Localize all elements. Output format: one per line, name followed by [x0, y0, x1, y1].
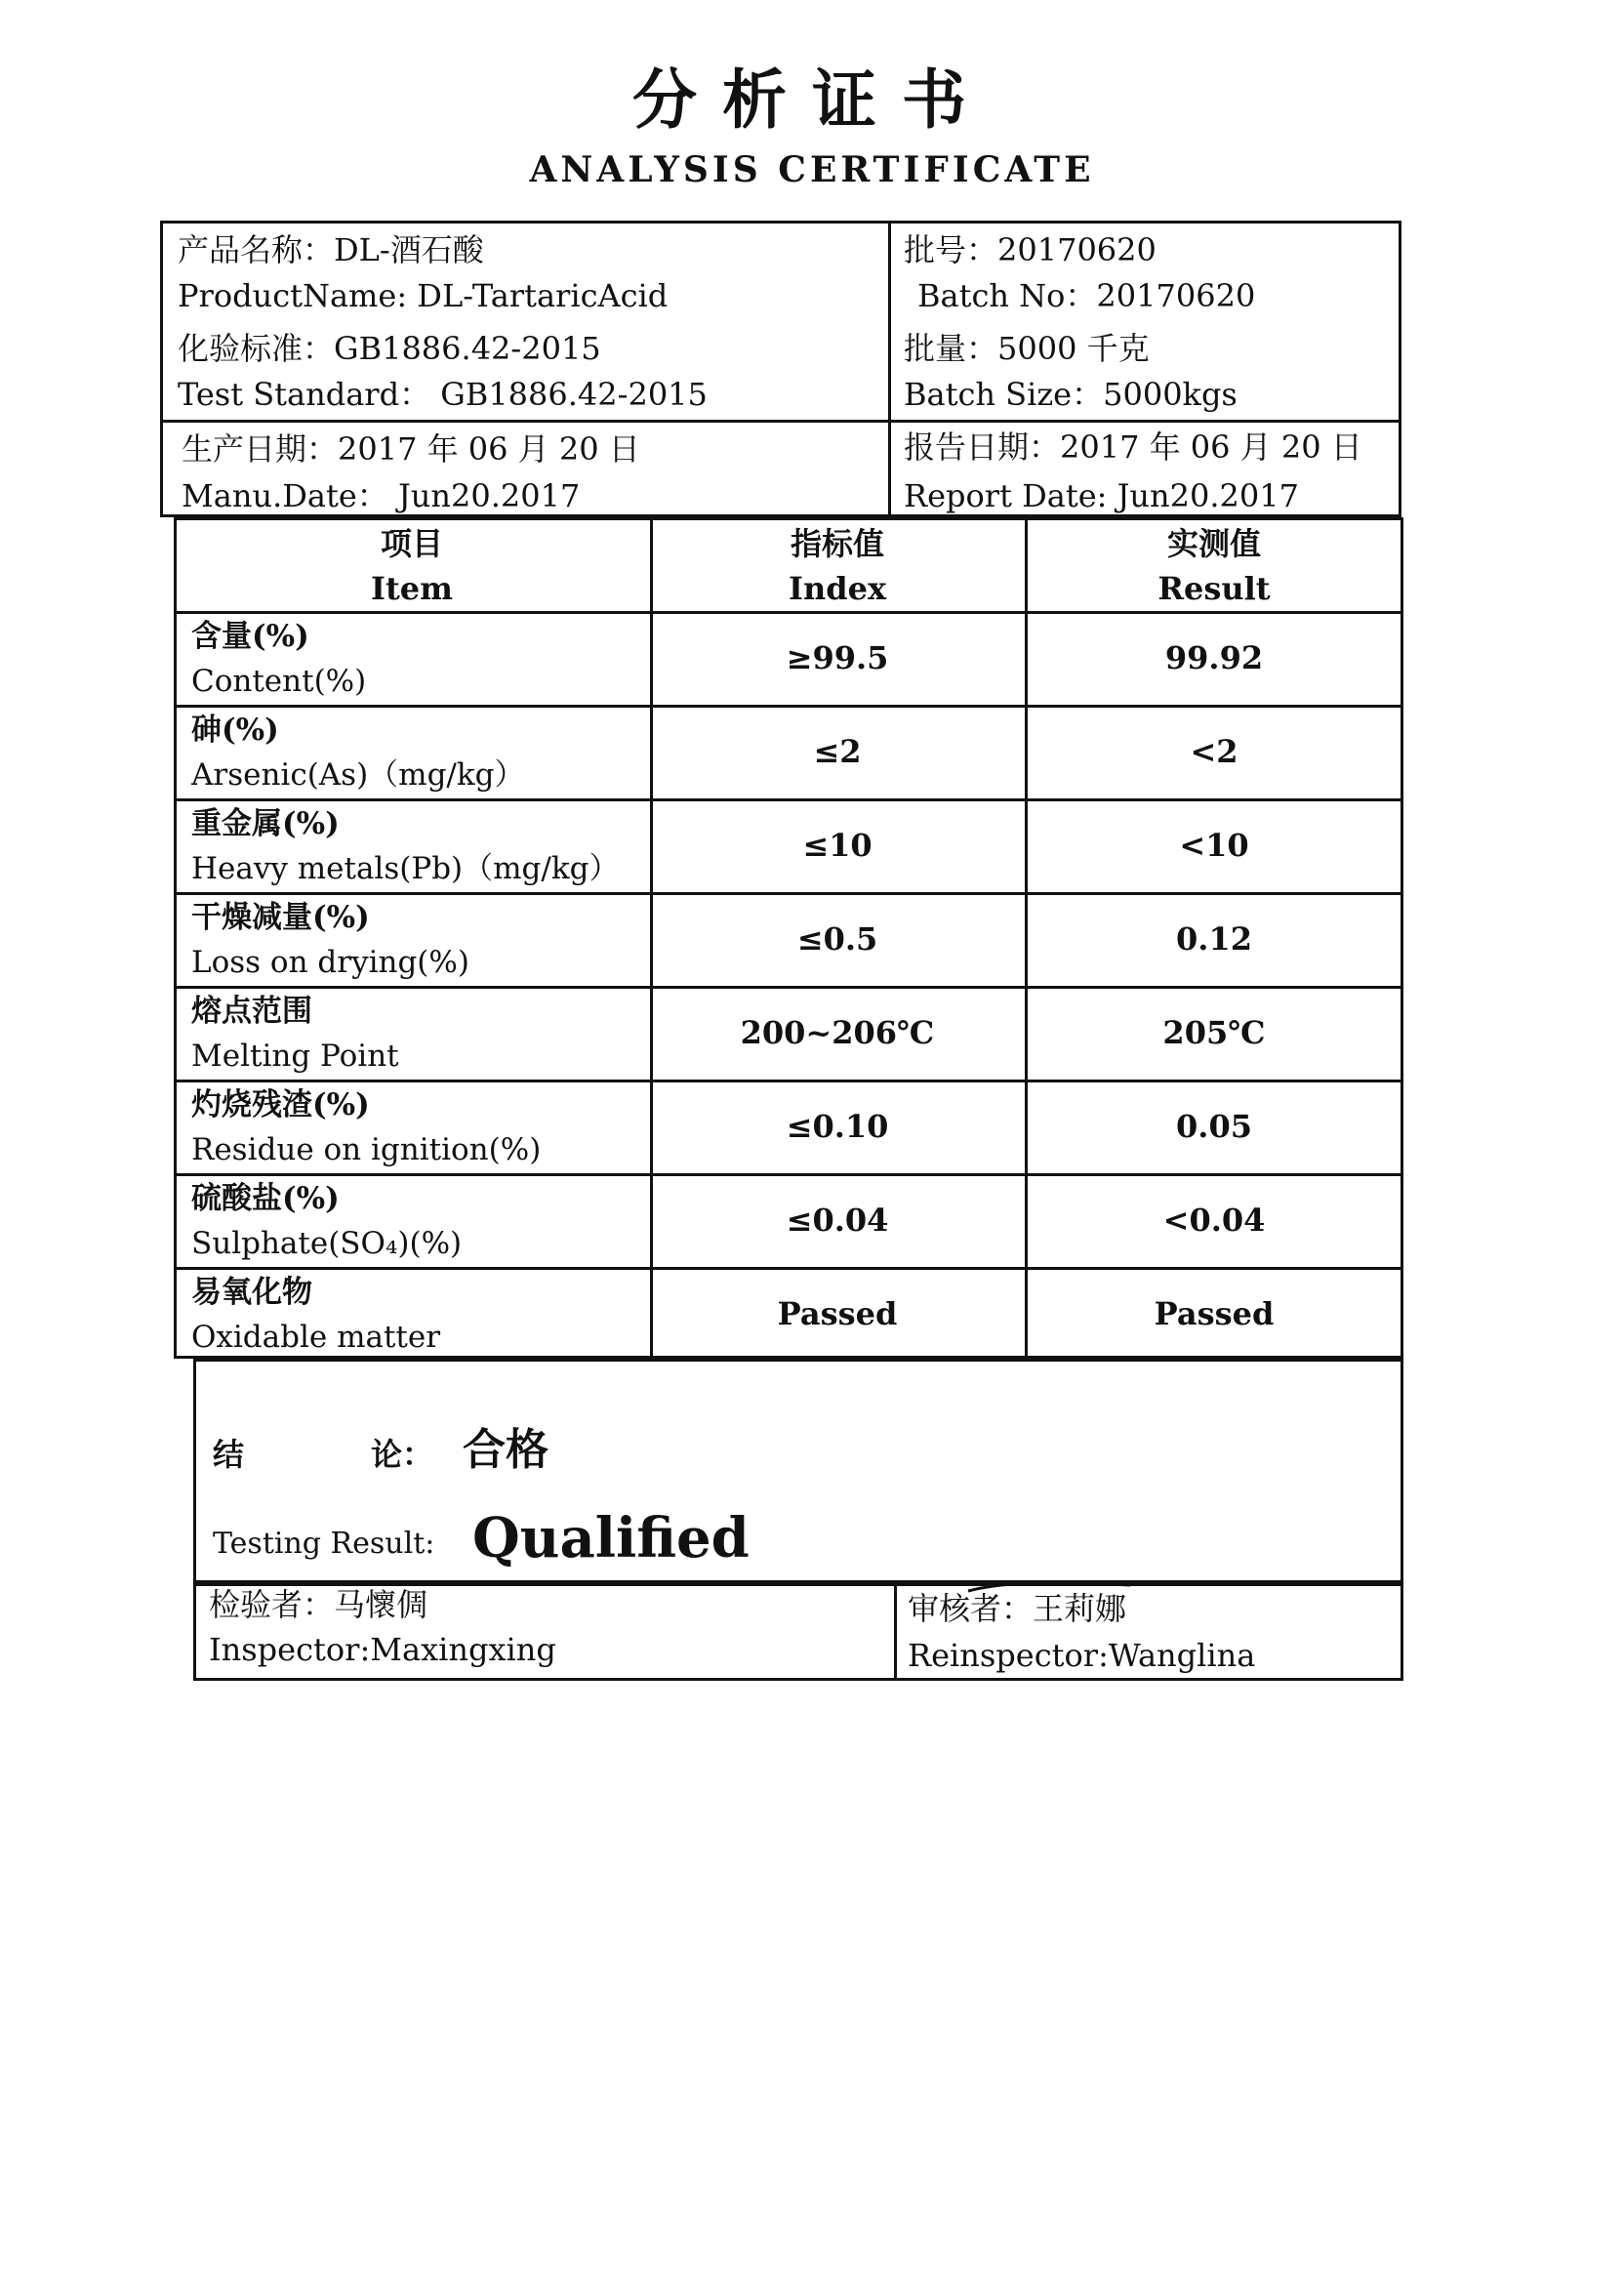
inspector-en: Inspector:Maxingxing — [209, 1631, 556, 1668]
row-loss-drying-cn: 干燥减量(%) — [191, 900, 370, 935]
test-standard-cn: 化验标准：GB1886.42-2015 — [178, 330, 601, 367]
row-content-cn: 含量(%) — [191, 619, 309, 654]
row-sulphate-en: Sulphate(SO₄)(%) — [191, 1226, 463, 1261]
title-en: ANALYSIS CERTIFICATE — [529, 149, 1095, 190]
inspector-cn: 检验者：马懷倜 — [209, 1586, 428, 1623]
conclusion-label-cn-1: 结 — [213, 1436, 245, 1473]
conclusion-label-en: Testing Result: — [213, 1527, 435, 1561]
title-cn: 分析证书 — [632, 61, 992, 138]
row-loss-drying-index: ≤0.5 — [796, 920, 878, 958]
row-content-en: Content(%) — [191, 664, 367, 699]
header-result — [1025, 521, 1403, 611]
row-arsenic-index: ≤2 — [813, 733, 862, 770]
product-name-cn: 产品名称：DL-酒石酸 — [178, 231, 484, 268]
conclusion-label-cn-2: 论： — [371, 1436, 434, 1473]
row-arsenic-cn: 砷(%) — [191, 713, 279, 748]
row-oxidable-index: Passed — [777, 1295, 898, 1332]
product-name-en: ProductName: DL-TartaricAcid — [178, 277, 669, 314]
row-residue-en: Residue on ignition(%) — [191, 1132, 542, 1167]
row-heavy-metals-result: <10 — [1179, 827, 1249, 864]
batch-no-cn: 批号：20170620 — [904, 231, 1157, 268]
row-melting-point-en: Melting Point — [191, 1039, 399, 1074]
reinspector-cn: 审核者：王莉娜 — [908, 1590, 1127, 1627]
row-heavy-metals-cn: 重金属(%) — [191, 806, 340, 841]
row-loss-drying-en: Loss on drying(%) — [191, 945, 469, 980]
batch-no-en: Batch No：20170620 — [917, 277, 1256, 314]
row-melting-point-result: 205℃ — [1162, 1014, 1266, 1051]
row-content-result: 99.92 — [1164, 639, 1264, 676]
conclusion-value-cn: 合格 — [463, 1425, 548, 1475]
row-melting-point-index: 200~206℃ — [740, 1014, 935, 1051]
batch-size-en: Batch Size：5000kgs — [904, 376, 1238, 413]
header-result-cn: 实测值 — [1166, 525, 1261, 562]
reinspector-en: Reinspector:Wanglina — [908, 1637, 1256, 1674]
conclusion-value-en: Qualified — [472, 1506, 750, 1570]
row-arsenic-result: <2 — [1190, 733, 1238, 770]
row-heavy-metals-index: ≤10 — [802, 827, 873, 864]
row-melting-point-cn: 熔点范围 — [191, 994, 312, 1029]
header-result-en: Result — [1157, 570, 1271, 607]
row-loss-drying-result: 0.12 — [1176, 920, 1252, 958]
report-date-cn: 报告日期：2017 年 06 月 20 日 — [904, 428, 1362, 466]
test-standard-en: Test Standard： GB1886.42-2015 — [178, 376, 708, 413]
row-sulphate-index: ≤0.04 — [786, 1202, 889, 1239]
row-sulphate-result: <0.04 — [1162, 1202, 1266, 1239]
manu-date-cn: 生产日期：2017 年 06 月 20 日 — [182, 430, 640, 468]
header-item-cn: 项目 — [380, 525, 443, 562]
row-heavy-metals-en: Heavy metals(Pb)（mg/kg） — [191, 851, 620, 886]
header-item-en: Item — [371, 570, 453, 607]
row-arsenic-en: Arsenic(As)（mg/kg） — [191, 757, 525, 793]
header-index — [650, 521, 1025, 611]
manu-date-en: Manu.Date： Jun20.2017 — [182, 477, 581, 514]
row-oxidable-result: Passed — [1154, 1295, 1275, 1332]
header-index-cn: 指标值 — [790, 525, 884, 562]
row-oxidable-en: Oxidable matter — [191, 1320, 441, 1355]
report-date-en: Report Date: Jun20.2017 — [904, 477, 1299, 514]
row-oxidable-cn: 易氧化物 — [191, 1275, 312, 1310]
row-sulphate-cn: 硫酸盐(%) — [191, 1181, 340, 1216]
row-content-index: ≥99.5 — [786, 639, 889, 676]
batch-size-cn: 批量：5000 千克 — [904, 330, 1150, 367]
row-residue-result: 0.05 — [1176, 1108, 1252, 1145]
row-residue-cn: 灼烧残渣(%) — [191, 1087, 370, 1122]
header-index-en: Index — [788, 570, 887, 607]
signature-stroke — [966, 1579, 1132, 1595]
row-residue-index: ≤0.10 — [786, 1108, 889, 1145]
header-item — [174, 521, 650, 611]
